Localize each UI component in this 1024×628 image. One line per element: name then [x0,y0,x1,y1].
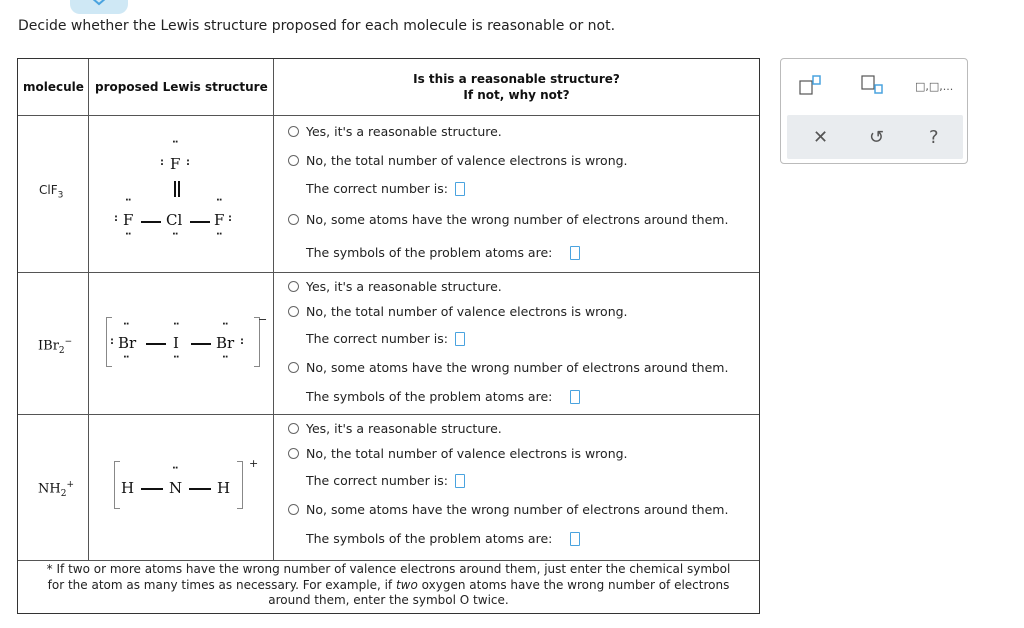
atom-top: F [170,155,181,173]
atom-right: F [214,211,225,229]
help-icon: ? [929,127,939,148]
correct-number-input[interactable] [455,332,465,346]
atom-left: Br [118,334,137,352]
help-button[interactable] [929,127,939,148]
atom-center: Cl [166,211,183,229]
clear-button[interactable] [813,127,828,148]
radio-no-atoms-row2[interactable]: No, some atoms have the wrong number of electrons around them. [288,360,728,375]
subscript-icon [861,75,883,95]
atom-right: H [217,479,231,497]
problem-atoms-row1: The symbols of the problem atoms are: [306,245,580,260]
header-molecule: molecule [23,80,84,94]
subscript-tool[interactable] [861,75,883,99]
action-bar [787,115,963,159]
correct-number-input[interactable] [455,474,465,488]
chevron-down-icon [90,0,108,6]
radio-no-atoms-row3[interactable]: No, some atoms have the wrong number of electrons around them. [288,502,728,517]
atom-center: N [169,479,183,497]
charge: − [258,313,268,326]
undo-button[interactable] [869,127,884,148]
correct-number-input[interactable] [455,182,465,196]
header-question-line1: Is this a reasonable structure? [413,72,620,86]
correct-number-row1: The correct number is: [306,181,465,196]
undo-icon: ↺ [869,127,885,148]
radio-yes-row3[interactable]: Yes, it's a reasonable structure. [288,421,502,436]
collapse-chevron[interactable] [70,0,128,14]
list-tool[interactable] [915,75,953,94]
atom-left: H [121,479,135,497]
lone-pair: : [160,157,163,168]
problem-atoms-input[interactable] [570,532,580,546]
radio-no-total-row2[interactable]: No, the total number of valence electrons is wrong. [288,304,628,319]
question-table: molecule proposed Lewis structure Is this a reasonable structure? If not, why not? ClF$_3$ F ·· : : F ·· ·· : Cl ·· F ·· ·· : Yes, it's a reasonable structure. No, the total number of valence electrons is wrong. The correct number is: No, some atoms have the wrong number of electrons around them. The symbols of the problem atoms are: IBr$_2$− : Br ·· ·· I ·· ·· Br ·· ·· : − Yes, it's a reasonable structure. No, the total number of valence electrons is wrong. The correct number is: No, some atoms have the wrong number of electrons around them. The symbols of the problem atoms are: $NH_2^+$ H N ·· H + Yes, it's a reasonable structure. No, the total number of valence electrons is wrong. The correct number is: No, some atoms have the wrong number of electrons around them. The symbols of the problem atoms are: * If two or more atoms have the wrong number of valence electrons around them, just enter the chemical symbol for the atom as many times as necessary. For example, if two oxygen atoms have the wrong number of electrons around them, enter the symbol O twice. [17,58,760,614]
molecule-ibr2: IBr$_2$− [38,337,73,356]
list-icon: □,□,... [915,80,954,93]
answer-tools-panel [780,58,968,164]
problem-atoms-row2: The symbols of the problem atoms are: [306,389,580,404]
question-prompt: Decide whether the Lewis structure proposed for each molecule is reasonable or not. [18,18,616,34]
atom-center: I [173,334,179,352]
molecule-clf3: ClF$_3$ [39,183,64,201]
radio-no-atoms-row1[interactable]: No, some atoms have the wrong number of electrons around them. [288,212,728,227]
lone-pair: : [186,157,189,168]
problem-atoms-input[interactable] [570,390,580,404]
correct-number-row3: The correct number is: [306,473,465,488]
radio-yes-row2[interactable]: Yes, it's a reasonable structure. [288,279,502,294]
lone-pair: ·· [172,137,178,148]
radio-no-total-row1[interactable]: No, the total number of valence electrons is wrong. [288,153,628,168]
problem-atoms-row3: The symbols of the problem atoms are: [306,531,580,546]
header-question-line2: If not, why not? [463,88,570,102]
correct-number-row2: The correct number is: [306,331,465,346]
problem-atoms-input[interactable] [570,246,580,260]
close-icon: ✕ [813,127,829,148]
superscript-icon [799,75,821,95]
radio-no-total-row3[interactable]: No, the total number of valence electrons is wrong. [288,446,628,461]
atom-left: F [123,211,134,229]
superscript-tool[interactable] [799,75,821,99]
footnote: * If two or more atoms have the wrong number of valence electrons around them, just enter the chemical symbol for the atom as many times as necessary. For example, if two oxygen atoms have the wrong number of electrons around them, enter the symbol O twice. [46,562,731,607]
charge: + [249,457,259,470]
header-proposed-structure: proposed Lewis structure [95,80,268,94]
molecule-nh2: $NH_2^+$ [38,480,74,499]
radio-yes-row1[interactable]: Yes, it's a reasonable structure. [288,124,502,139]
atom-right: Br [216,334,235,352]
